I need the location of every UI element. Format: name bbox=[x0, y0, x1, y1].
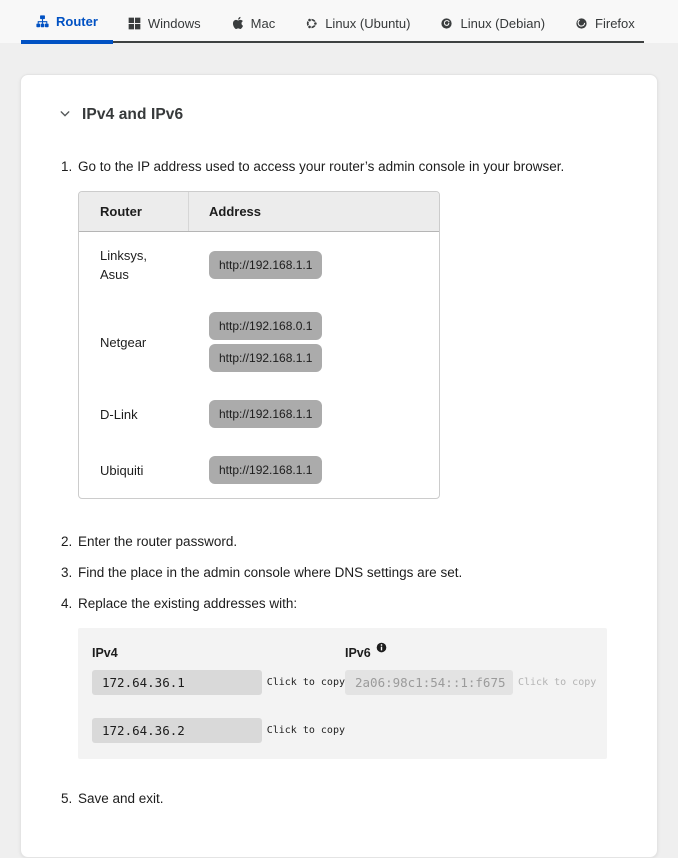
firefox-icon bbox=[575, 17, 588, 30]
ubuntu-icon bbox=[305, 17, 318, 30]
step-3 bbox=[59, 563, 627, 582]
tab-firefox[interactable] bbox=[560, 6, 650, 43]
chevron-down-icon bbox=[59, 108, 71, 123]
ipv4-column bbox=[92, 644, 345, 745]
router-name: Ubiquiti bbox=[100, 462, 144, 478]
step-number: 3. bbox=[61, 565, 73, 580]
debian-icon bbox=[440, 17, 453, 30]
tab-label: Windows bbox=[147, 15, 201, 31]
ipv6-column bbox=[345, 644, 596, 745]
ipv4-address-box[interactable]: 172.64.36.1 bbox=[92, 670, 262, 695]
table-row bbox=[79, 386, 439, 442]
router-name: D-Link bbox=[100, 406, 138, 422]
tab-linux-debian[interactable] bbox=[425, 6, 560, 43]
ipv6-label: IPv6 bbox=[345, 646, 371, 660]
tab-router[interactable] bbox=[21, 6, 113, 44]
step-number: 5. bbox=[61, 791, 73, 806]
router-address-table bbox=[78, 191, 440, 499]
step-text: Replace the existing addresses with: bbox=[78, 596, 298, 611]
router-name: Linksys, Asus bbox=[100, 248, 147, 282]
step-1 bbox=[59, 157, 627, 520]
tab-label: Mac bbox=[250, 15, 276, 31]
column-header-router: Router bbox=[79, 192, 189, 231]
ipv4-label: IPv4 bbox=[92, 646, 118, 660]
tab-label: Firefox bbox=[595, 15, 635, 31]
tab-label: Linux (Ubuntu) bbox=[325, 15, 411, 31]
table-row bbox=[79, 298, 439, 386]
tab-linux-ubuntu[interactable] bbox=[290, 6, 425, 43]
step-number: 4. bbox=[61, 596, 73, 611]
step-5 bbox=[59, 789, 627, 808]
sitemap-icon bbox=[36, 15, 49, 28]
click-to-copy-label: Click to copy bbox=[266, 677, 345, 688]
router-address-button[interactable]: http://192.168.0.1 bbox=[209, 312, 322, 340]
section-toggle-ipv4-and-ipv6[interactable] bbox=[59, 106, 627, 124]
tab-mac[interactable] bbox=[216, 6, 291, 43]
step-number: 1. bbox=[61, 159, 73, 174]
router-address-button[interactable]: http://192.168.1.1 bbox=[209, 400, 322, 428]
step-text: Go to the IP address used to access your router’s admin console in your browser. bbox=[78, 159, 565, 174]
table-row bbox=[79, 232, 439, 298]
step-4 bbox=[59, 594, 627, 777]
table-row bbox=[79, 442, 439, 498]
click-to-copy-label: Click to copy bbox=[266, 725, 345, 736]
table-header-row bbox=[79, 192, 439, 232]
ipv6-address-box[interactable]: 2a06:98c1:54::1:f675 bbox=[345, 670, 513, 695]
router-address-button[interactable]: http://192.168.1.1 bbox=[209, 344, 322, 372]
ipv4-address-box[interactable]: 172.64.36.2 bbox=[92, 718, 262, 743]
step-text: Enter the router password. bbox=[78, 534, 238, 549]
platform-tabbar bbox=[0, 0, 678, 43]
click-to-copy-label: Click to copy bbox=[518, 677, 597, 688]
setup-instructions-card bbox=[20, 74, 658, 858]
router-address-button[interactable]: http://192.168.1.1 bbox=[209, 456, 322, 484]
step-text: Find the place in the admin console where DNS settings are set. bbox=[78, 565, 463, 580]
router-address-button[interactable]: http://192.168.1.1 bbox=[209, 251, 322, 279]
section-title: IPv4 and IPv6 bbox=[82, 106, 184, 123]
info-icon[interactable] bbox=[376, 642, 387, 653]
platform-tabs bbox=[21, 6, 644, 43]
router-name: Netgear bbox=[100, 334, 147, 350]
tab-label: Router bbox=[56, 14, 98, 29]
windows-icon bbox=[128, 17, 141, 30]
dns-addresses-panel bbox=[78, 628, 607, 759]
step-text: Save and exit. bbox=[78, 791, 164, 806]
step-2 bbox=[59, 532, 627, 551]
tab-label: Linux (Debian) bbox=[460, 15, 546, 31]
column-header-address: Address bbox=[209, 204, 262, 219]
apple-icon bbox=[231, 16, 244, 30]
step-number: 2. bbox=[61, 534, 73, 549]
tab-windows[interactable] bbox=[113, 6, 216, 43]
